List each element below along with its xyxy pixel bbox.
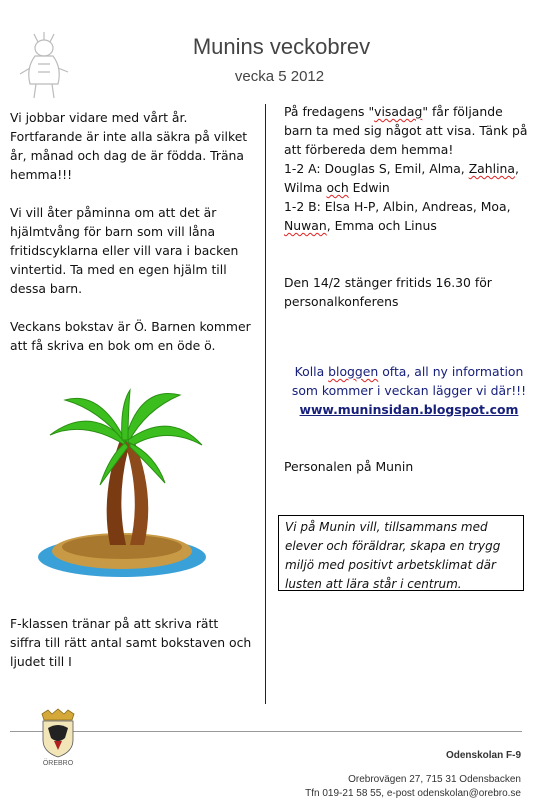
- school-phone-email: Tfn 019-21 58 55, e-post odenskolan@orebro.se: [305, 788, 521, 799]
- right-column: [284, 102, 534, 476]
- vision-statement-box: Vi på Munin vill, tillsammans med elever och föräldrar, skapa en trygg miljö med positivt arbetsklimat där lusten att lära står i centrum.: [278, 515, 524, 591]
- closing-notice: Den 14/2 stänger fritids 16.30 för personalkonferens: [284, 275, 492, 309]
- show-day-group-b: 1-2 B: Elsa H-P, Albin, Andreas, Moa, Nuwan, Emma och Linus: [284, 199, 511, 233]
- show-day-intro: På fredagens "visadag" får följande barn ta med sig något att visa. Tänk på att förbereda dem hemma!: [284, 104, 528, 157]
- helmet-paragraph: Vi vill åter påminna om att det är hjälmtvång för barn som vill låna fritidscyklarna eller vill vara i backen vintertid. Ta med en egen hjälm till dessa barn.: [10, 205, 239, 296]
- school-contact: [305, 773, 521, 801]
- column-divider: [265, 104, 266, 704]
- year-paragraph: Vi jobbar vidare med vårt år. Fortfarande är inte alla säkra på vilket år, månad och dag de är födda. Träna hemma!!!: [10, 110, 248, 182]
- crest-caption: ÖREBRO: [42, 760, 74, 767]
- letter-of-week-paragraph: Veckans bokstav är Ö. Barnen kommer att få skriva en bok om en öde ö.: [10, 319, 251, 353]
- school-address: Orebrovägen 27, 715 31 Odensbacken: [348, 774, 521, 785]
- blog-link[interactable]: www.muninsidan.blogspot.com: [299, 402, 519, 417]
- newsletter-title: Munins veckobrev: [192, 34, 371, 59]
- preschool-paragraph: F-klassen tränar på att skriva rätt siffra till rätt antal samt bokstaven och ljudet till I: [10, 616, 252, 669]
- footer-rule: [10, 731, 522, 732]
- staff-signature: Personalen på Munin: [284, 459, 414, 474]
- newsletter-week: vecka 5 2012: [234, 68, 325, 85]
- blog-notice: Kolla bloggen ofta, all ny information som kommer i veckan lägger vi där!!!: [291, 364, 527, 398]
- orebro-crest: [38, 708, 78, 770]
- show-day-group-a: 1-2 A: Douglas S, Emil, Alma, Zahlina, Wilma och Edwin: [284, 161, 519, 195]
- blog-link-row: [284, 400, 534, 419]
- left-column: [10, 108, 252, 355]
- school-name: Odenskolan F-9: [445, 750, 521, 761]
- palm-island-illustration: [30, 385, 210, 580]
